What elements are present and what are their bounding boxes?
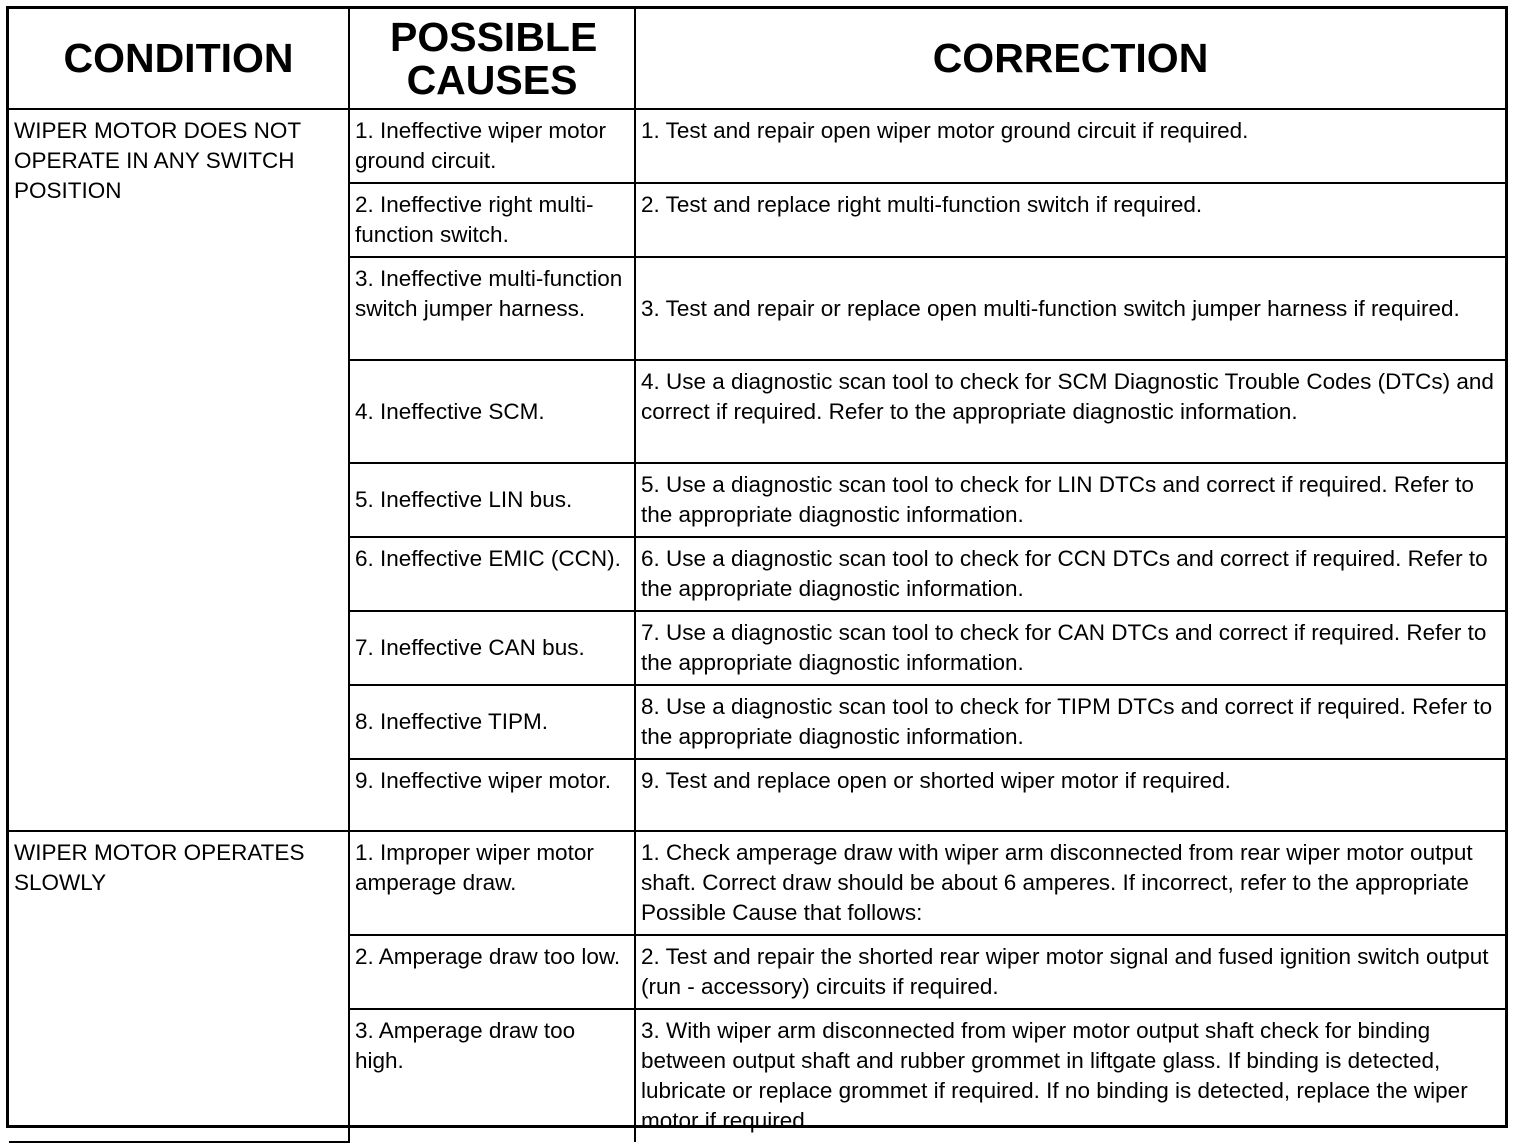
cause-cell: 5. Ineffective LIN bus. xyxy=(349,463,635,537)
cause-cell: 8. Ineffective TIPM. xyxy=(349,685,635,759)
correction-cell: 2. Test and repair the shorted rear wiper motor signal and fused ignition switch output (run - accessory) circuits if required. xyxy=(635,935,1505,1009)
correction-cell: 5. Use a diagnostic scan tool to check for LIN DTCs and correct if required. Refer to the appropriate diagnostic information. xyxy=(635,463,1505,537)
correction-cell: 9. Test and replace open or shorted wiper motor if required. xyxy=(635,759,1505,831)
header-row xyxy=(9,9,1505,109)
cause-cell: 9. Ineffective wiper motor. xyxy=(349,759,635,831)
header-condition: CONDITION xyxy=(9,9,349,109)
correction-cell: 3. Test and repair or replace open multi-function switch jumper harness if required. xyxy=(635,257,1505,360)
correction-cell: 8. Use a diagnostic scan tool to check for TIPM DTCs and correct if required. Refer to the appropriate diagnostic information. xyxy=(635,685,1505,759)
cause-cell: 2. Amperage draw too low. xyxy=(349,935,635,1009)
condition-cell: WIPER MOTOR DOES NOT OPERATE IN ANY SWITCH POSITION xyxy=(9,109,349,831)
diagnosis-table-sheet xyxy=(6,6,1508,1133)
cause-cell: 7. Ineffective CAN bus. xyxy=(349,611,635,685)
correction-cell: 6. Use a diagnostic scan tool to check for CCN DTCs and correct if required. Refer to the appropriate diagnostic information. xyxy=(635,537,1505,611)
diagnosis-table xyxy=(9,9,1505,1143)
table-row xyxy=(9,109,1505,183)
cause-cell: 4. Ineffective SCM. xyxy=(349,360,635,463)
correction-cell: 4. Use a diagnostic scan tool to check for SCM Diagnostic Trouble Codes (DTCs) and correct if required. Refer to the appropriate diagnostic information. xyxy=(635,360,1505,463)
cause-cell: 3. Ineffective multi-function switch jumper harness. xyxy=(349,257,635,360)
cause-cell: 2. Ineffective right multi-function switch. xyxy=(349,183,635,257)
header-correction: CORRECTION xyxy=(635,9,1505,109)
correction-cell: 7. Use a diagnostic scan tool to check for CAN DTCs and correct if required. Refer to the appropriate diagnostic information. xyxy=(635,611,1505,685)
correction-cell: 2. Test and replace right multi-function switch if required. xyxy=(635,183,1505,257)
condition-cell: WIPER MOTOR OPERATES SLOWLY xyxy=(9,831,349,1142)
cause-cell: 6. Ineffective EMIC (CCN). xyxy=(349,537,635,611)
cause-cell: 1. Improper wiper motor amperage draw. xyxy=(349,831,635,935)
table-row xyxy=(9,831,1505,935)
correction-cell: 3. With wiper arm disconnected from wiper motor output shaft check for binding between output shaft and rubber grommet in liftgate glass. If binding is detected, lubricate or replace grommet if required. If no binding is detected, replace the wiper motor if required. xyxy=(635,1009,1505,1142)
cause-cell: 1. Ineffective wiper motor ground circuit. xyxy=(349,109,635,183)
correction-cell: 1. Check amperage draw with wiper arm disconnected from rear wiper motor output shaft. Correct draw should be about 6 amperes. If incorrect, refer to the appropriate Possible Cause that follows: xyxy=(635,831,1505,935)
header-possible-causes: POSSIBLE CAUSES xyxy=(349,9,635,109)
cause-cell: 3. Amperage draw too high. xyxy=(349,1009,635,1142)
correction-cell: 1. Test and repair open wiper motor ground circuit if required. xyxy=(635,109,1505,183)
